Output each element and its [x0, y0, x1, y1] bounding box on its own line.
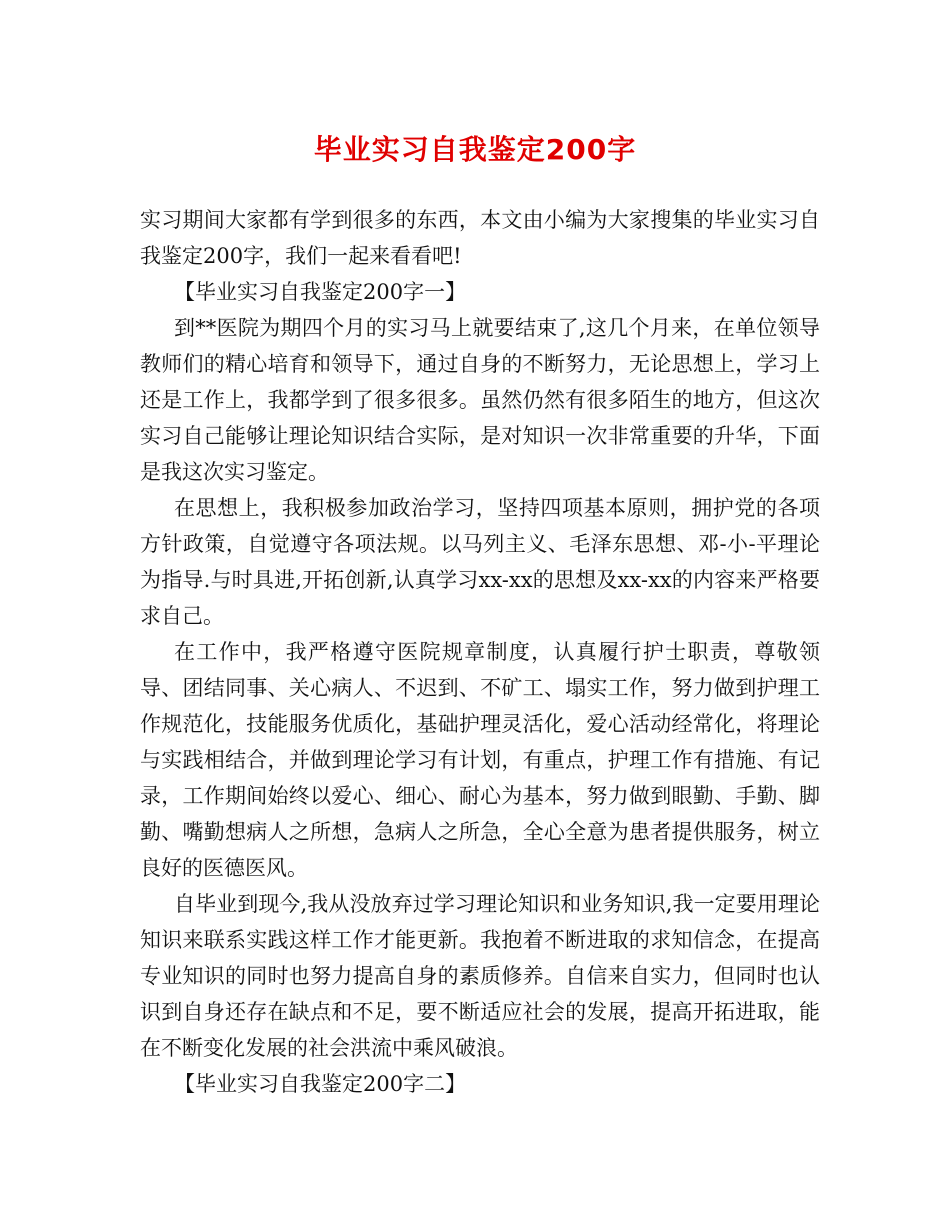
- intro-paragraph: 实习期间大家都有学到很多的东西，本文由小编为大家搜集的毕业实习自我鉴定200字，我们一起来看看吧!: [140, 208, 820, 268]
- body-paragraph-2: 在思想上，我积极参加政治学习，坚持四项基本原则，拥护党的各项方针政策，自觉遵守各项法规。以马列主义、毛泽东思想、邓-小-平理论为指导.与时具进,开拓创新,认真学习xx-xx的思想及xx-xx的内容来严格要求自己。: [140, 496, 820, 628]
- body-paragraph-3: 在工作中，我严格遵守医院规章制度，认真履行护士职责，尊敬领导、团结同事、关心病人、不迟到、不矿工、塌实工作，努力做到护理工作规范化，技能服务优质化，基础护理灵活化，爱心活动经常化，将理论与实践相结合，并做到理论学习有计划，有重点，护理工作有措施、有记录，工作期间始终以爱心、细心、耐心为基本，努力做到眼勤、手勤、脚勤、嘴勤想病人之所想，急病人之所急，全心全意为患者提供服务，树立良好的医德医风。: [140, 640, 820, 880]
- document-body: [140, 202, 820, 1102]
- section-heading-2: 【毕业实习自我鉴定200字二】: [174, 1072, 467, 1096]
- document-title: 毕业实习自我鉴定200字: [313, 133, 637, 166]
- body-paragraph-1: 到**医院为期四个月的实习马上就要结束了,这几个月来，在单位领导教师们的精心培育和领导下，通过自身的不断努力，无论思想上，学习上还是工作上，我都学到了很多很多。虽然仍然有很多陌生的地方，但这次实习自己能够让理论知识结合实际，是对知识一次非常重要的升华，下面是我这次实习鉴定。: [140, 316, 820, 484]
- body-paragraph-4: 自毕业到现今,我从没放弃过学习理论知识和业务知识,我一定要用理论知识来联系实践这样工作才能更新。我抱着不断进取的求知信念，在提高专业知识的同时也努力提高自身的素质修养。自信来自实力，但同时也认识到自身还存在缺点和不足，要不断适应社会的发展，提高开拓进取，能在不断变化发展的社会洪流中乘风破浪。: [140, 892, 820, 1060]
- section-heading-1: 【毕业实习自我鉴定200字一】: [174, 280, 467, 304]
